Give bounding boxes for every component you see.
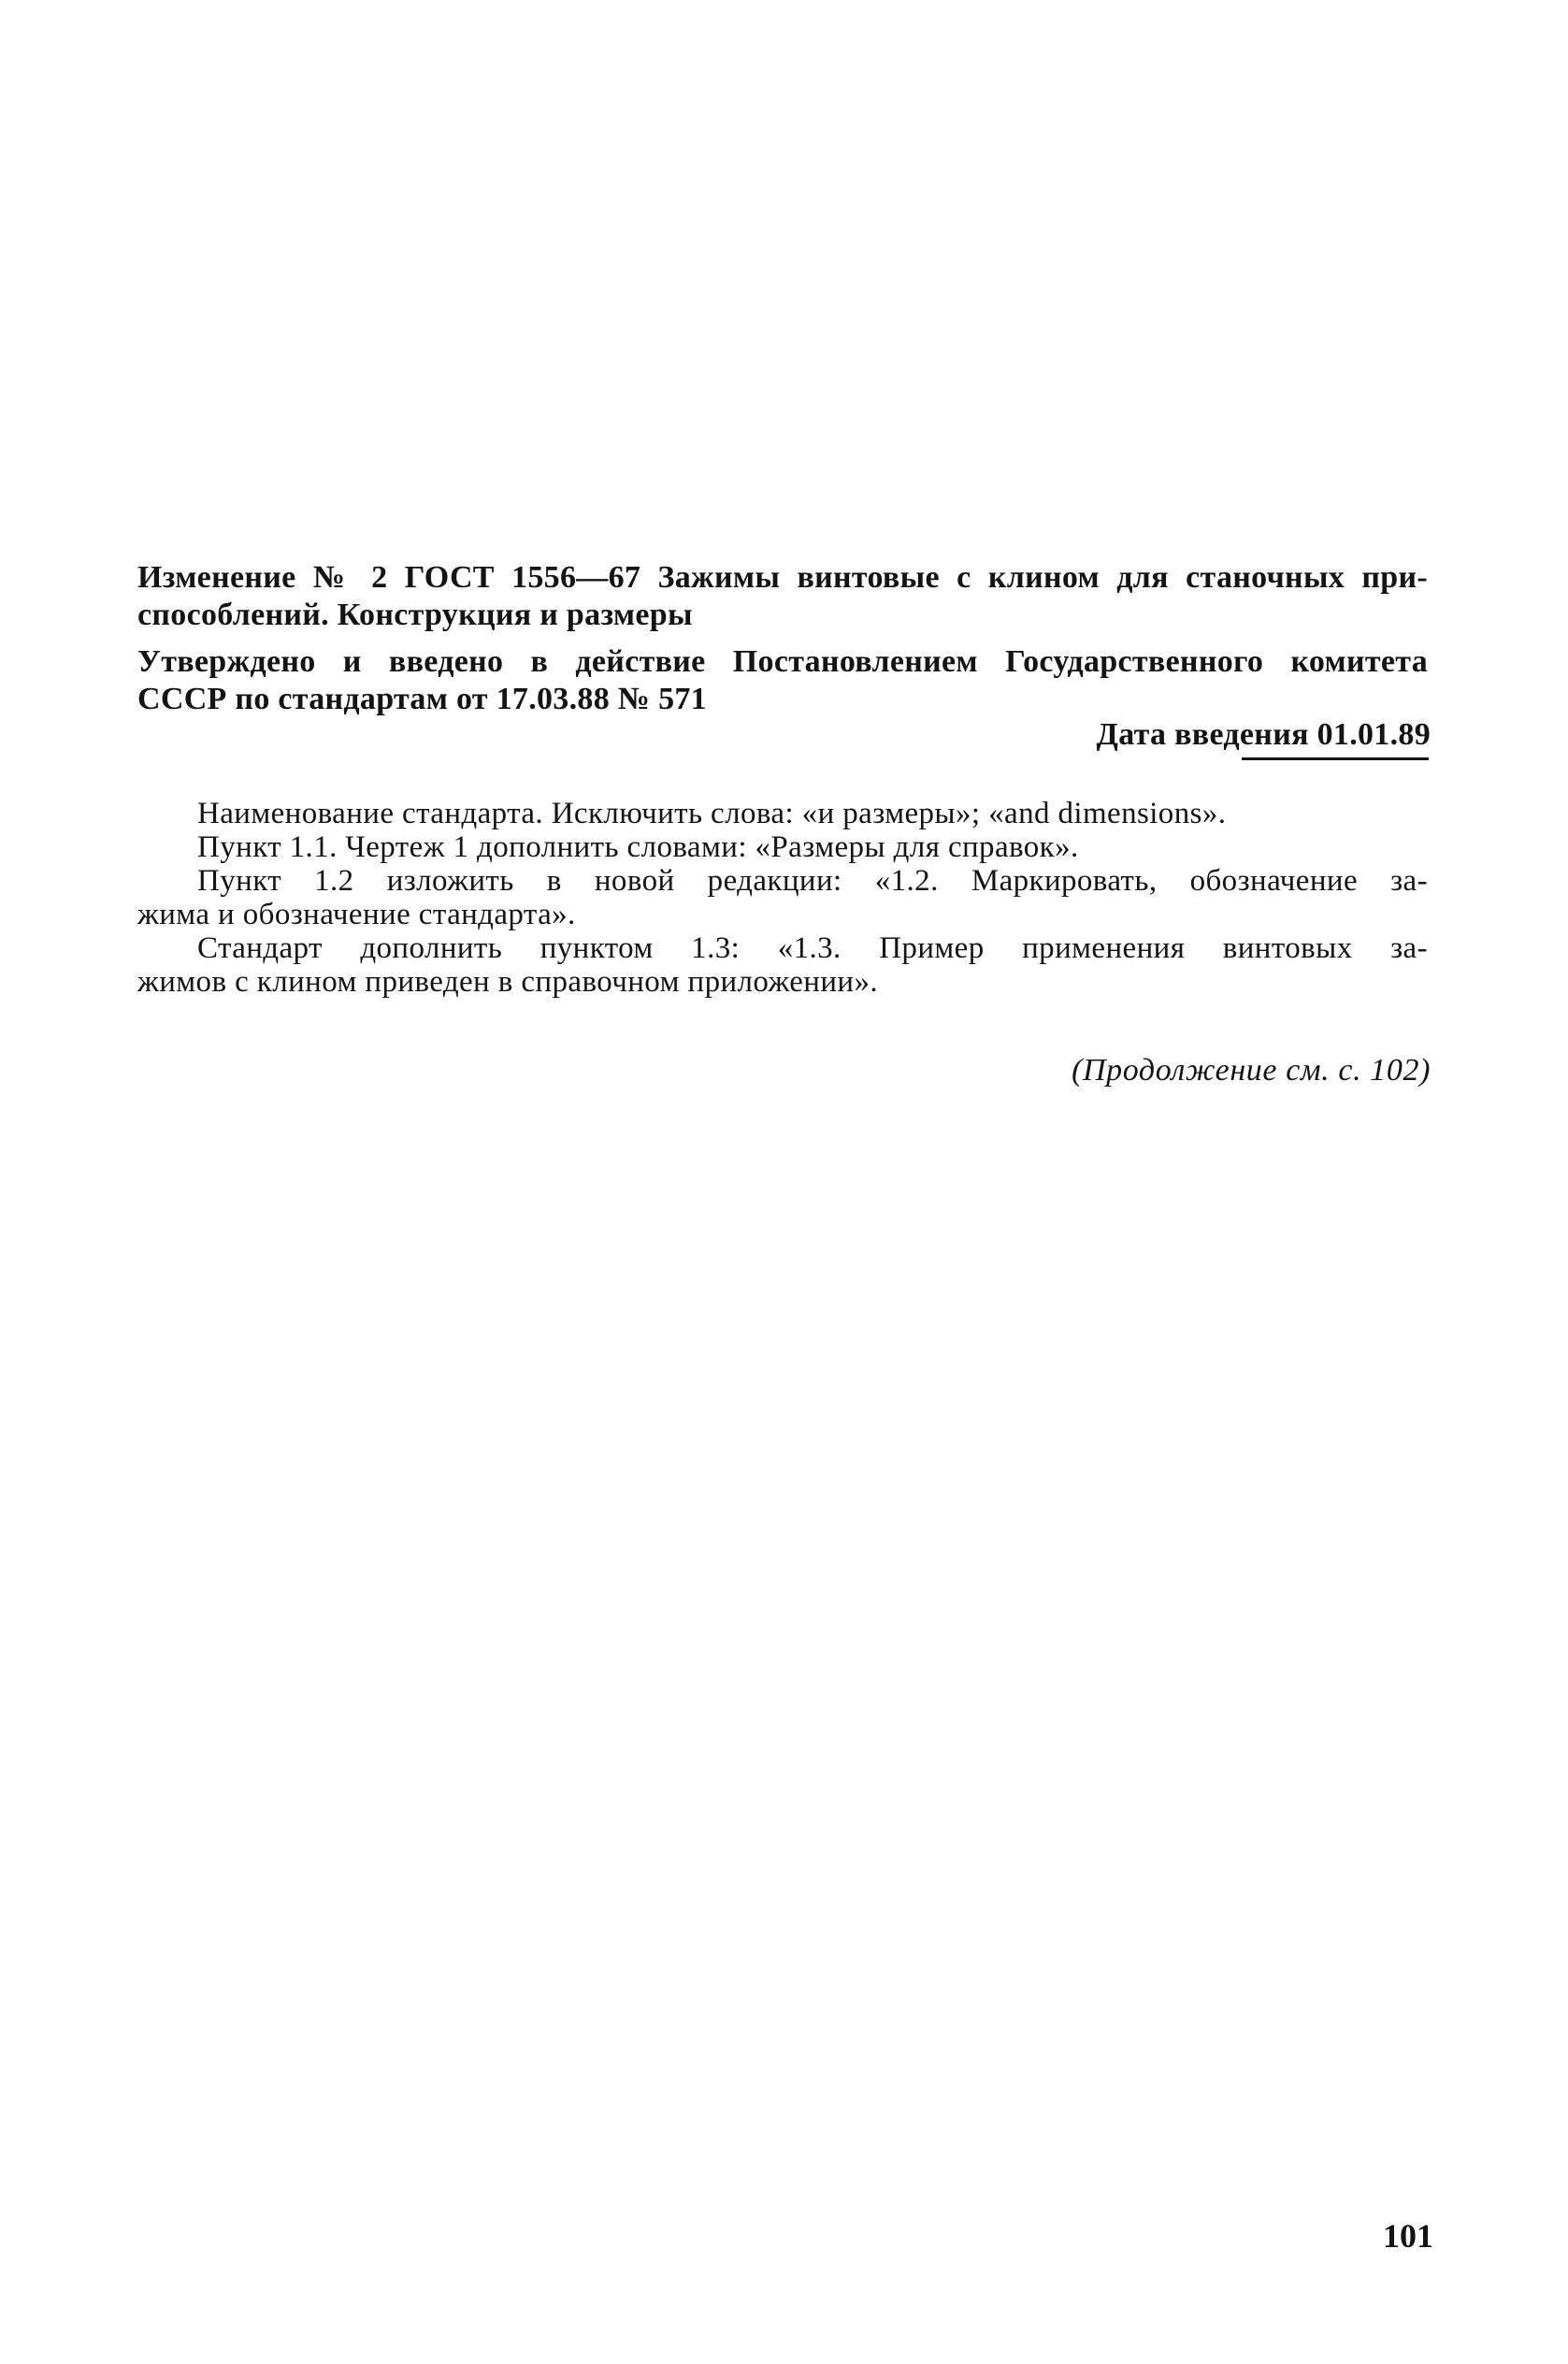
effective-date bbox=[1097, 716, 1431, 754]
paragraph-4 bbox=[137, 931, 1428, 999]
approval-statement bbox=[137, 643, 1428, 718]
amendment-body bbox=[137, 797, 1428, 999]
amendment-title bbox=[137, 559, 1428, 634]
paragraph-3-line-1: Пункт 1.2 изложить в новой редакции: «1.2. Маркировать, обозначение за- bbox=[197, 864, 1428, 898]
paragraph-2-line-1: Пункт 1.1. Чертеж 1 дополнить словами: «Размеры для справок». bbox=[197, 830, 1079, 864]
paragraph-3-line-2: жима и обозначение стандарта». bbox=[137, 898, 576, 931]
effective-date-underline bbox=[1242, 757, 1429, 760]
effective-date-label: Дата введения bbox=[1096, 717, 1309, 752]
paragraph-4-line-1: Стандарт дополнить пунктом 1.3: «1.3. Пример применения винтовых за- bbox=[197, 931, 1428, 965]
approval-statement-line-2: СССР по стандартам от 17.03.88 № 571 bbox=[137, 682, 707, 716]
amendment-title-line-2: способлений. Конструкция и размеры bbox=[137, 598, 693, 632]
paragraph-1-line-1: Наименование стандарта. Исключить слова: «и размеры»; «and dimensions». bbox=[197, 797, 1227, 830]
continuation-note: (Продолжение см. с. 102) bbox=[1072, 1053, 1431, 1088]
approval-statement-line-1: Утверждено и введено в действие Постановлением Государственного комитета bbox=[137, 644, 1428, 679]
paragraph-3 bbox=[137, 864, 1428, 931]
paragraph-2 bbox=[137, 830, 1428, 864]
effective-date-value: 01.01.89 bbox=[1316, 717, 1431, 752]
amendment-title-line-1: Изменение № 2 ГОСТ 1556—67 Зажимы винтовые с клином для станочных при- bbox=[137, 560, 1428, 595]
paragraph-4-line-2: жимов с клином приведен в справочном приложении». bbox=[137, 965, 879, 999]
page-number: 101 bbox=[1383, 2217, 1433, 2255]
paragraph-1 bbox=[137, 797, 1428, 830]
